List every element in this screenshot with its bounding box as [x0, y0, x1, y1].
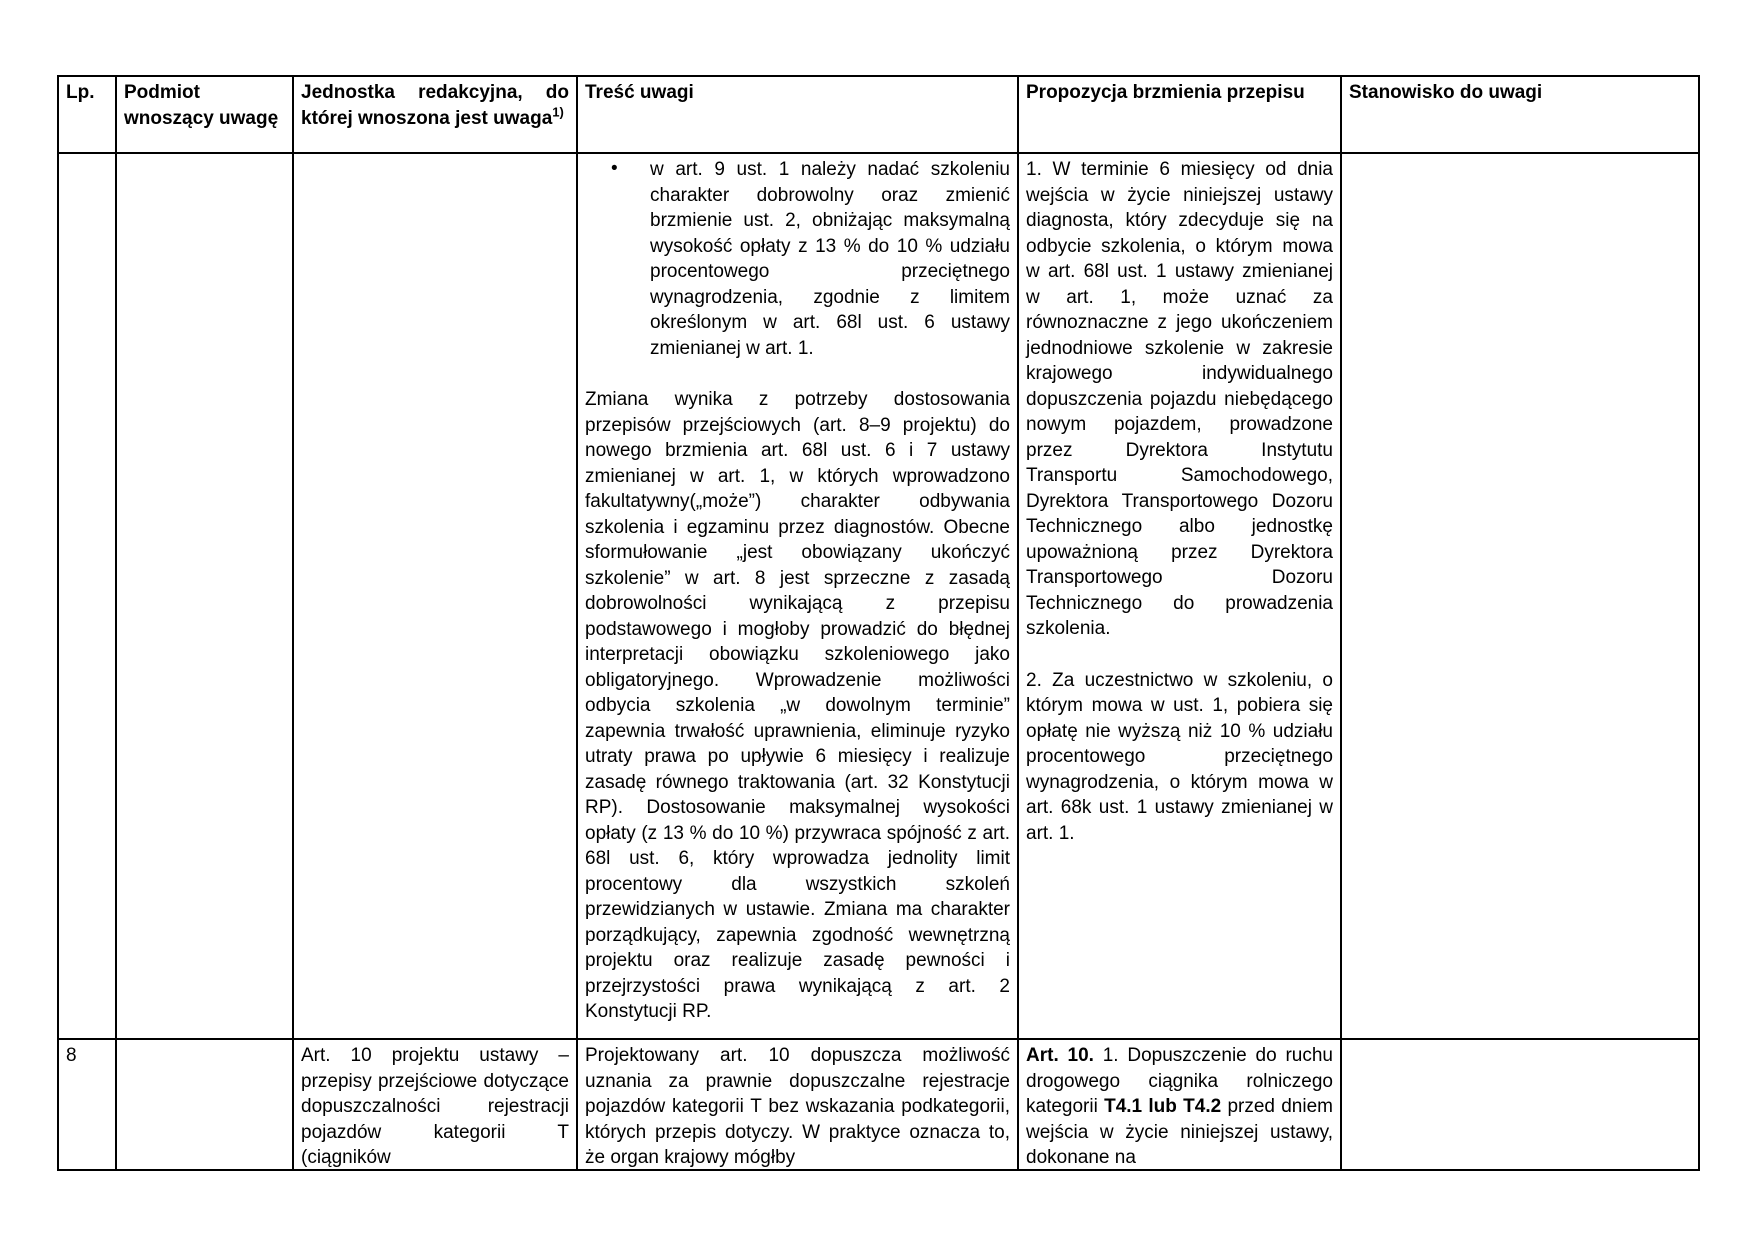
row8-propozycja-text	[1026, 1043, 1333, 1169]
header-jednostka	[293, 76, 577, 153]
row1-lp-cell	[58, 153, 116, 1039]
row1-tresc-cell	[577, 153, 1018, 1039]
row1-stanowisko-cell	[1341, 153, 1699, 1039]
header-lp: Lp.	[58, 76, 116, 153]
row1-jednostka-cell	[293, 153, 577, 1039]
header-stanowisko: Stanowisko do uwagi	[1341, 76, 1699, 153]
row8-propozycja-cell	[1018, 1039, 1341, 1170]
row8-jednostka-cell	[293, 1039, 577, 1170]
table-header-row	[58, 76, 1699, 153]
propozycja-text-run-1: 1. Dopuszczenie do ruchu drogowego ciągnika rolniczego kategorii	[1026, 1045, 1333, 1117]
row8-tresc-cell	[577, 1039, 1018, 1170]
row8-podmiot-cell	[116, 1039, 293, 1170]
propozycja-article-ref: Art. 10.	[1026, 1045, 1094, 1066]
row8-jednostka-text: Art. 10 projektu ustawy – przepisy przejściowe dotyczące dopuszczalności rejestracji pojazdów kategorii T (ciągników	[301, 1045, 569, 1168]
row1-podmiot-cell	[116, 153, 293, 1039]
row8-lp-cell: 8	[58, 1039, 116, 1170]
propozycja-paragraph-2: 2. Za uczestnictwo w szkoleniu, o którym mowa w ust. 1, pobiera się opłatę nie wyższą niż 10 % udziału procentowego przeciętnego wynagrodzenia, o którym mowa w art. 68k ust. 1 ustawy zmienianej w art. 1.	[1026, 669, 1333, 844]
propozycja-category-ref: T4.1 lub T4.2	[1104, 1096, 1222, 1117]
header-tresc: Treść uwagi	[577, 76, 1018, 153]
footnote-marker: 1)	[552, 104, 564, 120]
header-jednostka-text: Jednostka redakcyjna, do której wnoszona jest uwaga	[301, 82, 569, 129]
header-podmiot: Podmiot wnoszący uwagę	[116, 76, 293, 153]
row1-propozycja-cell	[1018, 153, 1341, 1039]
row8-tresc-text: Projektowany art. 10 dopuszcza możliwość uznania za prawnie dopuszczalne rejestracje pojazdów kategorii T bez wskazania podkategorii, których przepis dotyczy. W praktyce oznacza to, że organ krajowy mógłby	[585, 1045, 1010, 1168]
propozycja-paragraph-1: 1. W terminie 6 miesięcy od dnia wejścia w życie niniejszej ustawy diagnosta, który zdecyduje się na odbycie szkolenia, o którym mowa w art. 68l ust. 1 ustawy zmienianej w art. 1, może uznać za równoznaczne z jego ukończeniem jednodniowe szkolenie w zakresie krajowego indywidualnego dopuszczenia pojazdu niebędącego nowym pojazdem, prowadzone przez Dyrektora Instytutu Transportu Samochodowego, Dyrektora Transportowego Dozoru Technicznego albo jednostkę upoważnioną przez Dyrektora Transportowego Dozoru Technicznego do prowadzenia szkolenia.	[1026, 159, 1333, 639]
table-row	[58, 1039, 1699, 1170]
comments-table	[57, 75, 1700, 1171]
bullet-list-item	[585, 157, 1010, 361]
row8-stanowisko-cell	[1341, 1039, 1699, 1170]
propozycja-text-run-2: przed dniem wejścia w życie niniejszej ustawy, dokonane na	[1026, 1096, 1333, 1168]
table-row	[58, 153, 1699, 1039]
header-propozycja: Propozycja brzmienia przepisu	[1018, 76, 1341, 153]
tresc-paragraph: Zmiana wynika z potrzeby dostosowania przepisów przejściowych (art. 8–9 projektu) do nowego brzmienia art. 68l ust. 6 i 7 ustawy zmienianej w art. 1, w których wprowadzono fakultatywny(„może”) charakter odbywania szkolenia i egzaminu przez diagnostów. Obecne sformułowanie „jest obowiązany ukończyć szkolenie” w art. 8 jest sprzeczne z zasadą dobrowolności wynikającą z przepisu podstawowego i mogłoby prowadzić do błędnej interpretacji obowiązku szkoleniowego jako obligatoryjnego. Wprowadzenie możliwości odbycia szkolenia „w dowolnym terminie” zapewnia trwałość uprawnienia, eliminuje ryzyko utraty prawa po upływie 6 miesięcy i realizuje zasadę równego traktowania (art. 32 Konstytucji RP). Dostosowanie maksymalnej wysokości opłaty (z 13 % do 10 %) przywraca spójność z art. 68l ust. 6, który wprowadza jednolity limit procentowy dla wszystkich szkoleń przewidzianych w ustawie. Zmiana ma charakter porządkujący, zapewnia zgodność wewnętrzną projektu oraz realizuje zasadę pewności i przejrzystości prawa wynikającą z art. 2 Konstytucji RP.	[585, 389, 1010, 1022]
bullet-icon: •	[611, 158, 618, 179]
bullet-item-text: w art. 9 ust. 1 należy nadać szkoleniu charakter dobrowolny oraz zmienić brzmienie ust. 2, obniżając maksymalną wysokość opłaty z 13 % do 10 % udziału procentowego przeciętnego wynagrodzenia, zgodnie z limitem określonym w art. 68l ust. 6 ustawy zmienianej w art. 1.	[650, 159, 1010, 359]
